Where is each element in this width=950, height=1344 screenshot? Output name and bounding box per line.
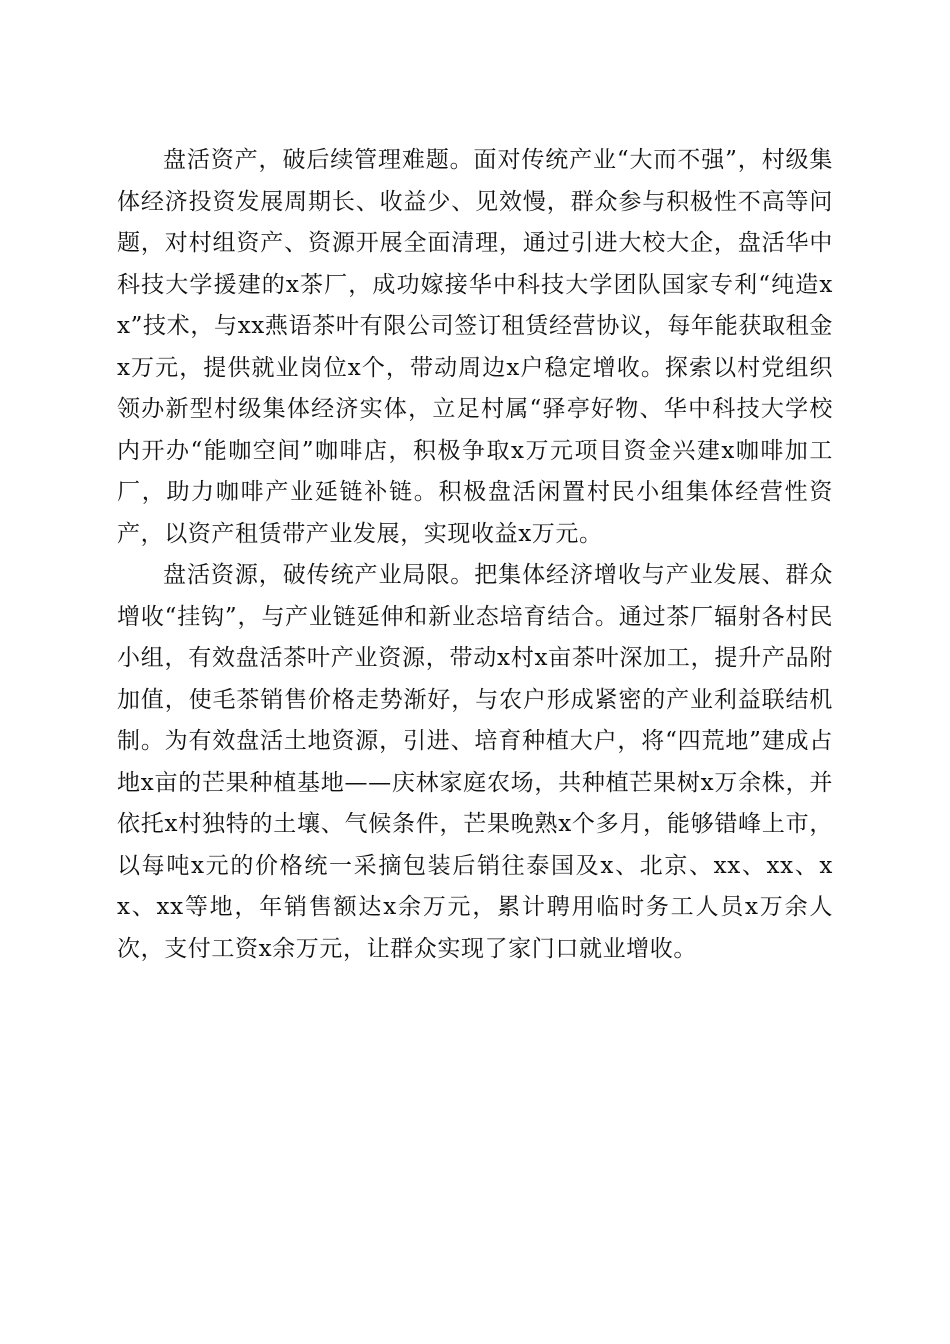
paragraph-assets: 盘活资产，破后续管理难题。面对传统产业“大而不强”，村级集体经济投资发展周期长、收益少、见效慢，群众参与积极性不高等问题，对村组资产、资源开展全面清理，通过引进大校大企，盘活华中科技大学援建的x茶厂，成功嫁接华中科技大学团队国家专利“纯造xx”技术，与xx燕语茶叶有限公司签订租赁经营协议，每年能获取租金x万元，提供就业岗位x个，带动周边x户稳定增收。探索以村党组织领办新型村级集体经济实体，立足村属“驿亭好物、华中科技大学校内开办“能咖空间”咖啡店，积极争取x万元项目资金兴建x咖啡加工厂，助力咖啡产业延链补链。积极盘活闲置村民小组集体经营性资产，以资产租赁带产业发展，实现收益x万元。 bbox=[117, 147, 833, 547]
document-body bbox=[117, 140, 833, 970]
paragraph-resources: 盘活资源，破传统产业局限。把集体经济增收与产业发展、群众增收“挂钩”，与产业链延伸和新业态培育结合。通过茶厂辐射各村民小组，有效盘活茶叶产业资源，带动x村x亩茶叶深加工，提升产品附加值，使毛茶销售价格走势渐好，与农户形成紧密的产业利益联结机制。为有效盘活土地资源，引进、培育种植大户，将“四荒地”建成占地x亩的芒果种植基地——庆林家庭农场，共种植芒果树x万余株，并依托x村独特的土壤、气候条件，芒果晚熟x个多月，能够错峰上市，以每吨x元的价格统一采摘包装后销往泰国及x、北京、xx、xx、xx、xx等地，年销售额达x余万元，累计聘用临时务工人员x万余人次，支付工资x余万元，让群众实现了家门口就业增收。 bbox=[117, 562, 833, 962]
